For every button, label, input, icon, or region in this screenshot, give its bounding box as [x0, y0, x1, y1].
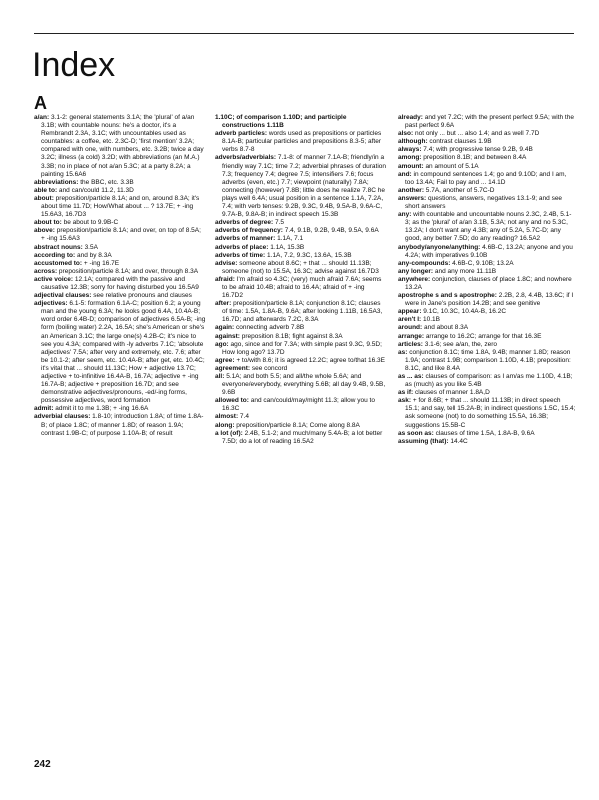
index-entry: apostrophe s and s apostrophe: 2.2B, 2.8, 4.4B, 13.6C; if I were in Jane's position 14.2B; and see genitive	[398, 292, 574, 308]
index-entry: adjectival clauses: see relative pronouns and clauses	[34, 292, 192, 300]
index-entry: adverbial clauses: 1.8-10; introduction 1.8A; of time 1.8A-B; of place 1.8C; of manner 1.8D; of reason 1.9A; contrast 1.9B-C; of purpose 1.10A-B; of result	[34, 413, 204, 437]
index-entry: almost: 7.4	[215, 413, 249, 421]
index-entry: again: connecting adverb 7.8B	[215, 324, 305, 332]
index-entry: all: 5.1A; and both 5.5; and all/the whole 5.6A; and everyone/everybody, everything 5.6B; all day 9.4B, 9.5B, 9.6B	[215, 373, 386, 397]
index-entry: arrange: arrange to 16.2C; arrange for that 16.3E	[398, 332, 542, 340]
index-entry: adverbs of degree: 7.5	[215, 219, 285, 227]
index-column-2	[215, 114, 387, 446]
index-entry: abbreviations: the BBC, etc. 3.3B	[34, 178, 134, 186]
index-entry: abstract nouns: 3.5A	[34, 243, 98, 251]
index-entry: a/an: 3.1-2: general statements 3.1A; the 'plural' of a/an 3.1B; with countable nouns: he's a doctor, it's a Rembrandt 2.3A, 3.1C; with uncountables used as countables: a coffee, etc. 2.3C-D; 'first mention' 3.2A; compared with one, with numbers, etc. 3.2B; twice a day 3.2C; illness (a cold) 3.2D; with abbreviations (an M.A.) 3.3B; no in place of not a/an 5.3C; at a party 8.2A; a painting 15.6A6	[34, 114, 204, 178]
index-entry: assuming (that): 14.4C	[398, 437, 468, 445]
index-entry: agree: + to/with 8.6; it is agreed 12.2C; agree to/that 16.3E	[215, 356, 386, 364]
index-entry: allowed to: and can/could/may/might 11.3; allow you to 16.3C	[215, 397, 375, 413]
index-entry: among: preposition 8.1B; and between 8.4A	[398, 154, 527, 162]
index-entry: already: and yet 7.2C; with the present perfect 9.5A; with the past perfect 9.6A	[398, 114, 574, 130]
index-entry: against: preposition 8.1B; fight against 8.3A	[215, 332, 343, 340]
index-entry: adverb particles: words used as prepositions or particles 8.1A-B; particular particles and prepositions 8.3-5; after verbs 8.7-8	[215, 130, 382, 154]
index-entry: across: preposition/particle 8.1A; and over, through 8.3A	[34, 267, 199, 275]
index-entry: adverbs/adverbials: 7.1-8: of manner 7.1A-B; friendly/in a friendly way 7.1C; time 7.2; adverbial phrases of duration 7.3; frequency 7.4; degree 7.5; intensifiers 7.6; focus adverbs (even, etc.) 7.7; viewpoint (naturally) 7.8A; connecting (however) 7.8B; little does he realize 7.8C he plays well 6.4A; usual position in a sentence 1.1A, 7.2A, 7.4; with verb tenses: 9.2B, 9.3C, 9.4B, 9.5A-B, 9.6A-C, 9.7A-B, 9.8A-B; in indirect speech 15.3B	[215, 154, 387, 219]
index-entry: a lot (of): 2.4B, 5.1-2; and much/many 5.4A-B; a lot better 7.5D; do a lot of reading 16.5A2	[215, 429, 383, 445]
index-entry: anywhere: conjunction, clauses of place 1.8C; and nowhere 13.2A	[398, 275, 572, 291]
index-entry: adverbs of frequency: 7.4, 9.1B, 9.2B, 9.4B, 9.5A, 9.6A	[215, 227, 379, 235]
index-entry: although: contrast clauses 1.9B	[398, 138, 492, 146]
index-entry: and: in compound sentences 1.4; go and 9.10D; and I am, too 13.4A; Fail to pay and ... 14.1D	[398, 170, 567, 186]
index-entry: aren't I: 10.1B	[398, 316, 441, 324]
index-entry: about: preposition/particle 8.1A; and on, around 8.3A; it's about time 11.7D; How/What about ... ? 13.7E; + -ing 15.6A3, 16.7D3	[34, 194, 200, 219]
index-entry: adverbs of place: 1.1A, 15.3B	[215, 243, 305, 251]
index-entry: as soon as: clauses of time 1.5A, 1.8A-B, 9.6A	[398, 429, 535, 437]
index-entry: any-compounds: 4.6B-C, 9.10B; 13.2A	[398, 259, 514, 267]
page-number: 242	[34, 759, 51, 770]
index-entry: accustomed to: + -ing 16.7E	[34, 259, 120, 267]
index-entry: anybody/anyone/anything: 4.6B-C, 13.2A; anyone and you 4.2A; with imperatives 9.10B	[398, 243, 573, 259]
index-entry: ago: ago, since and for 7.3A; with simple past 9.3C, 9.5D; How long ago? 13.7D	[215, 340, 382, 356]
index-entry: according to: and by 8.3A	[34, 251, 112, 259]
index-entry: after: preposition/particle 8.1A; conjunction 8.1C; clauses of time: 1.5A, 1.8A-B, 9.6A; after looking 1.11B, 16.5A3, 16.7D; and afterwards 7.2C, 8.3A	[215, 300, 383, 324]
index-entry: adverbs of manner: 1.1A, 7.1	[215, 235, 304, 243]
index-entry: advise: someone about 8.6C; + that ... should 11.13B; someone (not) to 15.5A, 16.3C; advise against 16.7D3	[215, 259, 379, 275]
index-entry: along: preposition/particle 8.1A; Come along 8.8A	[215, 421, 360, 429]
index-entry: ask: + for 8.6B; + that ... should 11.13B; in direct speech 15.1; and say, tell 15.2A-B; in indirect questions 1.5C, 15.4; ask someone (not) to do something 15.5A, 16.3B; suggestions 15.5B-C	[398, 397, 576, 429]
index-entry: any: with countable and uncountable nouns 2.3C, 2.4B, 5.1-3; as the 'plural' of a/an 3.1B, 5.3A; not any and no 5.3C, 13.2A; I don't want any 4.3B; any of 5.2A, 5.7C-D; any good, any better 7.5D; do any reading? 16.5A2	[398, 211, 572, 243]
index-entry: adjectives: 6.1-5: formation 6.1A-C; position 6.2; a young man and the young 6.3A; he looks good 6.4A, 10.4A-B; word order 6.4B-D; comparison of adjectives 6.5A-B; -ing form (boiling water) 2.2A, 16.5A; she's American or she's an American 3.1C; the large one(s) 4.2B-C; it's nice to see you 4.3A; compared with -ly adverbs 7.1C; 'absolute adjectives' 7.5A; after very and extremely, etc. 7.6; after be 10.1-2; after seem, etc. 10.4A-B; after get, etc. 10.4C; it's vital that ... should 11.13C; How + adjective 13.7C; adjective + to-infinitive 16.4A-B, 16.7A; adjective + -ing 16.7A-B; adjective + preposition 16.7D; and see demonstrative adjectives/pronouns, -ed/-ing forms, possessive adjectives, word formation	[34, 300, 206, 405]
index-entry: about to: be about to 9.9B-C	[34, 219, 119, 227]
index-entry: active voice: 12.1A; compared with the passive and causative 12.3B; sorry for having disturbed you 16.5A9	[34, 275, 199, 291]
index-entry: articles: 3.1-6; see a/an, the, zero	[398, 340, 498, 348]
page-title: Index	[32, 46, 116, 84]
index-entry: as ... as: clauses of comparison: as I am/as me 1.10D, 4.1B; as (much) as you like 5.4B	[398, 373, 573, 389]
index-column-3	[398, 114, 576, 446]
index-entry: 1.10C; of comparison 1.10D; and participle constructions 1.11B	[215, 114, 347, 130]
index-entry: as if: clauses of manner 1.8A,D	[398, 389, 490, 397]
section-letter: A	[34, 93, 47, 113]
index-entry: admit: admit it to me 1.3B; + -ing 16.6A	[34, 405, 149, 413]
index-entry: always: 7.4; with progressive tense 9.2B, 9.4B	[398, 146, 533, 154]
index-entry: as: conjunction 8.1C; time 1.8A, 9.4B; manner 1.8D; reason 1.9A; contrast 1.9B; comparison 1.10D, 4.1B; preposition: 8.1C, and like 8.4A	[398, 348, 571, 372]
index-entry: agreement: see concord	[215, 364, 288, 372]
index-entry: another: 5.7A, another of 5.7C-D	[398, 186, 495, 194]
index-entry: adverbs of time: 1.1A, 7.2, 9.3C, 13.6A, 15.3B	[215, 251, 352, 259]
index-entry: answers: questions, answers, negatives 13.1-9; and see short answers	[398, 194, 563, 211]
index-entry: afraid: I'm afraid so 4.3C; (very) much afraid 7.6A; seems to be afraid 10.4B; afraid to 16.4A; afraid of + -ing 16.7D2	[215, 275, 382, 300]
index-column-1	[34, 114, 206, 438]
index-entry: any longer: and any more 11.11B	[398, 267, 497, 275]
index-entry: also: not only ... but ... also 1.4; and as well 7.7D	[398, 130, 540, 138]
index-entry: above: preposition/particle 8.1A; and over, on top of 8.5A; + -ing 15.6A3	[34, 227, 201, 243]
top-rule	[34, 33, 574, 34]
index-entry: appear: 9.1C, 10.3C, 10.4A-B, 16.2C	[398, 308, 507, 316]
index-entry: able to: and can/could 11.2, 11.3D	[34, 186, 134, 194]
index-entry: around: and about 8.3A	[398, 324, 469, 332]
index-entry: amount: an amount of 5.1A	[398, 162, 479, 170]
